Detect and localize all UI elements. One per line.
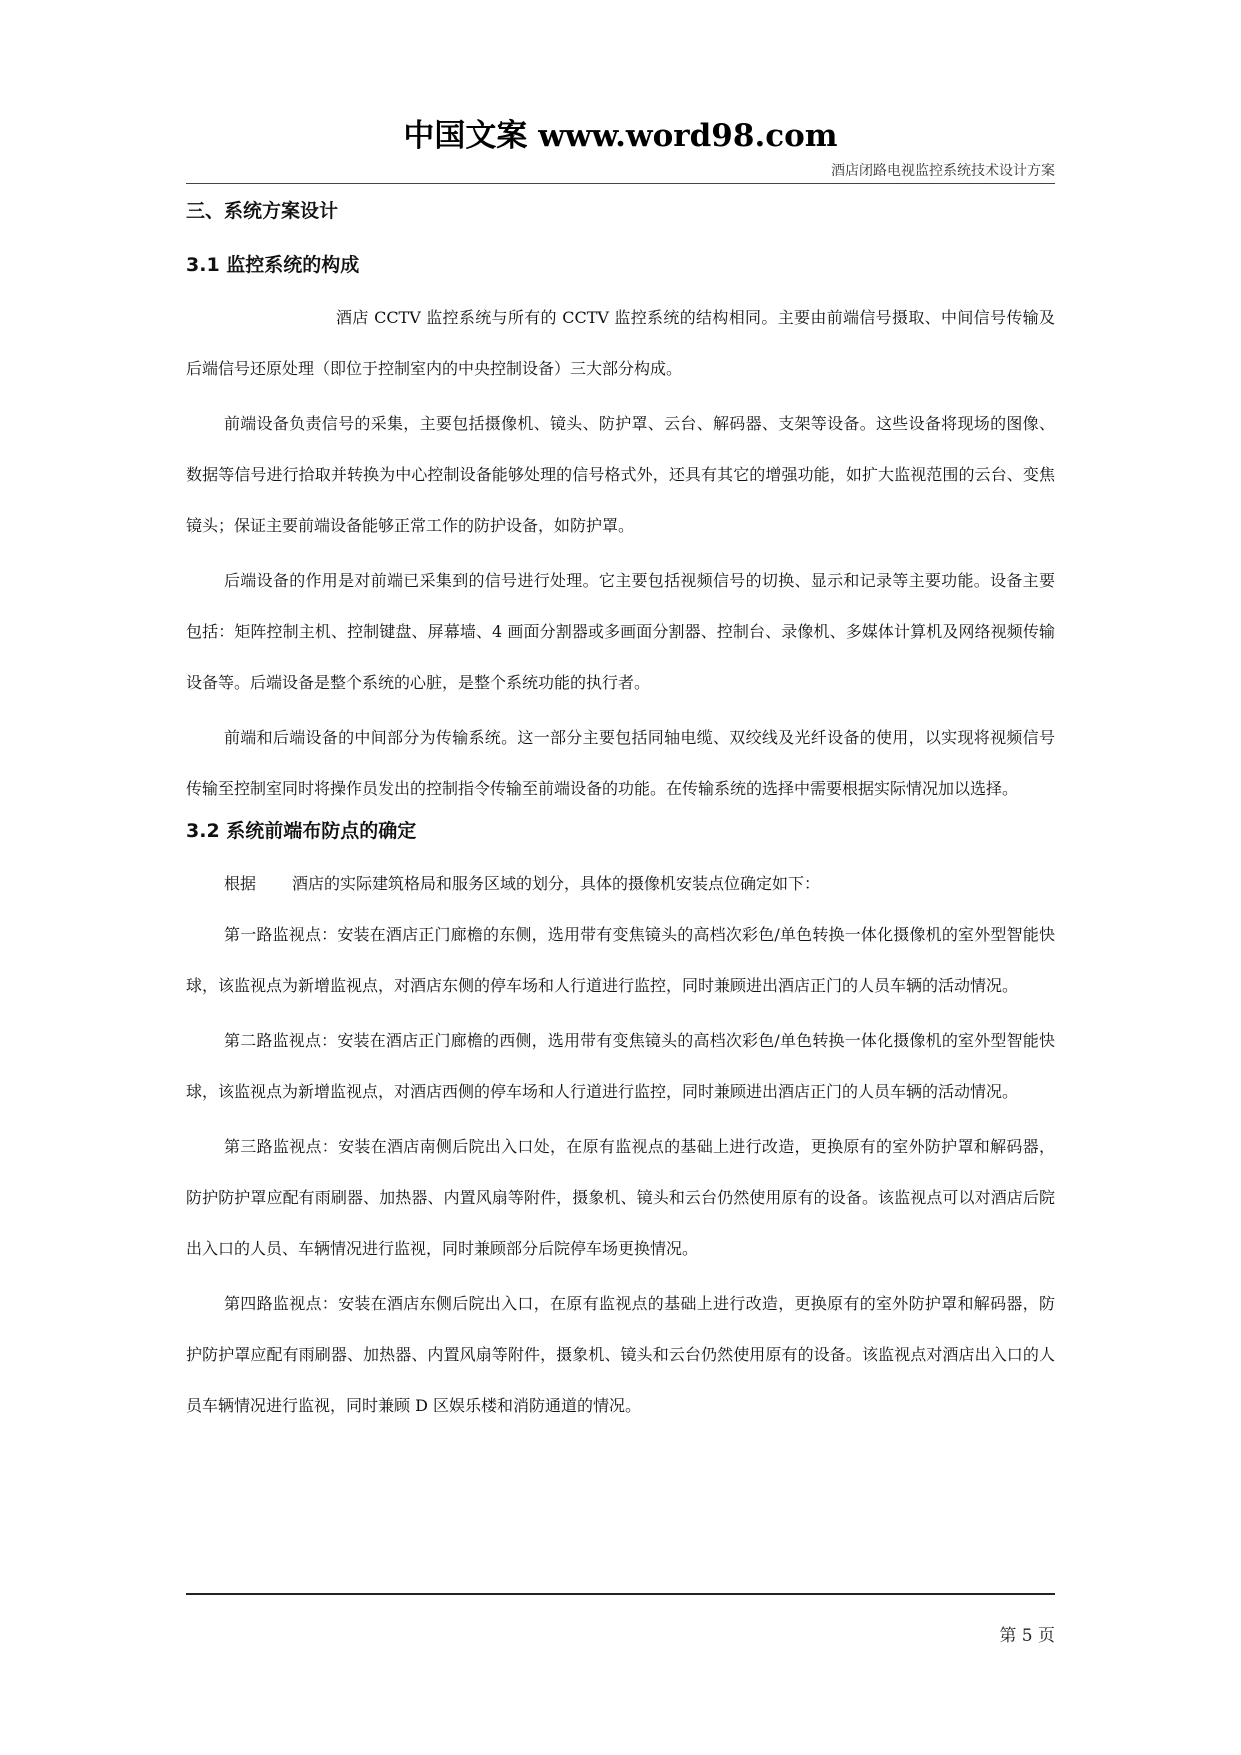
intro-lead-text: 根据 bbox=[224, 874, 257, 893]
section-3-heading: 三、系统方案设计 bbox=[186, 200, 339, 222]
paragraph-monitor-point-4: 第四路监视点：安装在酒店东侧后院出入口，在原有监视点的基础上进行改造，更换原有的室外防护罩和解码器，防护防护罩应配有雨刷器、加热器、内置风扇等附件，摄象机、镜头和云台仍然使用原有的设备。该监视点对酒店出入口的人员车辆情况进行监视，同时兼顾 D 区娱乐楼和消防通道的情况。 bbox=[186, 1294, 1055, 1415]
document-body bbox=[186, 198, 1055, 1431]
footer-divider bbox=[186, 1593, 1055, 1595]
header-divider bbox=[186, 183, 1055, 184]
running-header-title: 酒店闭路电视监控系统技术设计方案 bbox=[831, 163, 1055, 179]
paragraph-monitor-point-2: 第二路监视点：安装在酒店正门廊檐的西侧，选用带有变焦镜头的高档次彩色/单色转换一体化摄像机的室外型智能快球，该监视点为新增监视点，对酒店西侧的停车场和人行道进行监控，同时兼顾进出酒店正门的人员车辆的活动情况。 bbox=[186, 1031, 1055, 1101]
section-3-1-heading: 3.1 监控系统的构成 bbox=[186, 254, 360, 276]
paragraph-transmission-system: 前端和后端设备的中间部分为传输系统。这一部分主要包括同轴电缆、双绞线及光纤设备的使用，以实现将视频信号传输至控制室同时将操作员发出的控制指令传输至前端设备的功能。在传输系统的选择中需要根据实际情况加以选择。 bbox=[186, 728, 1055, 798]
page-number: 第 5 页 bbox=[999, 1626, 1055, 1646]
paragraph-back-end-devices: 后端设备的作用是对前端已采集到的信号进行处理。它主要包括视频信号的切换、显示和记录等主要功能。设备主要包括：矩阵控制主机、控制键盘、屏幕墙、4 画面分割器或多画面分割器、控制台、录像机、多媒体计算机及网络视频传输设备等。后端设备是整个系统的心脏，是整个系统功能的执行者。 bbox=[186, 571, 1055, 692]
site-banner: 中国文案 www.word98.com bbox=[403, 118, 838, 154]
intro-rest-text: 酒店的实际建筑格局和服务区域的划分，具体的摄像机安装点位确定如下： bbox=[292, 874, 821, 893]
paragraph-camera-placement-intro bbox=[186, 858, 1055, 909]
section-3-2-heading: 3.2 系统前端布防点的确定 bbox=[186, 820, 417, 842]
paragraph-monitor-point-3: 第三路监视点：安装在酒店南侧后院出入口处，在原有监视点的基础上进行改造，更换原有的室外防护罩和解码器，防护防护罩应配有雨刷器、加热器、内置风扇等附件，摄象机、镜头和云台仍然使用原有的设备。该监视点可以对酒店后院出入口的人员、车辆情况进行监视，同时兼顾部分后院停车场更换情况。 bbox=[186, 1137, 1055, 1258]
paragraph-monitor-point-1: 第一路监视点：安装在酒店正门廊檐的东侧，选用带有变焦镜头的高档次彩色/单色转换一体化摄像机的室外型智能快球，该监视点为新增监视点，对酒店东侧的停车场和人行道进行监控，同时兼顾进出酒店正门的人员车辆的活动情况。 bbox=[186, 925, 1055, 995]
paragraph-structure-overview: 酒店 CCTV 监控系统与所有的 CCTV 监控系统的结构相同。主要由前端信号摄取、中间信号传输及后端信号还原处理（即位于控制室内的中央控制设备）三大部分构成。 bbox=[186, 308, 1055, 378]
paragraph-front-end-devices: 前端设备负责信号的采集，主要包括摄像机、镜头、防护罩、云台、解码器、支架等设备。这些设备将现场的图像、数据等信号进行拾取并转换为中心控制设备能够处理的信号格式外，还具有其它的增强功能，如扩大监视范围的云台、变焦镜头；保证主要前端设备能够正常工作的防护设备，如防护罩。 bbox=[186, 414, 1055, 535]
